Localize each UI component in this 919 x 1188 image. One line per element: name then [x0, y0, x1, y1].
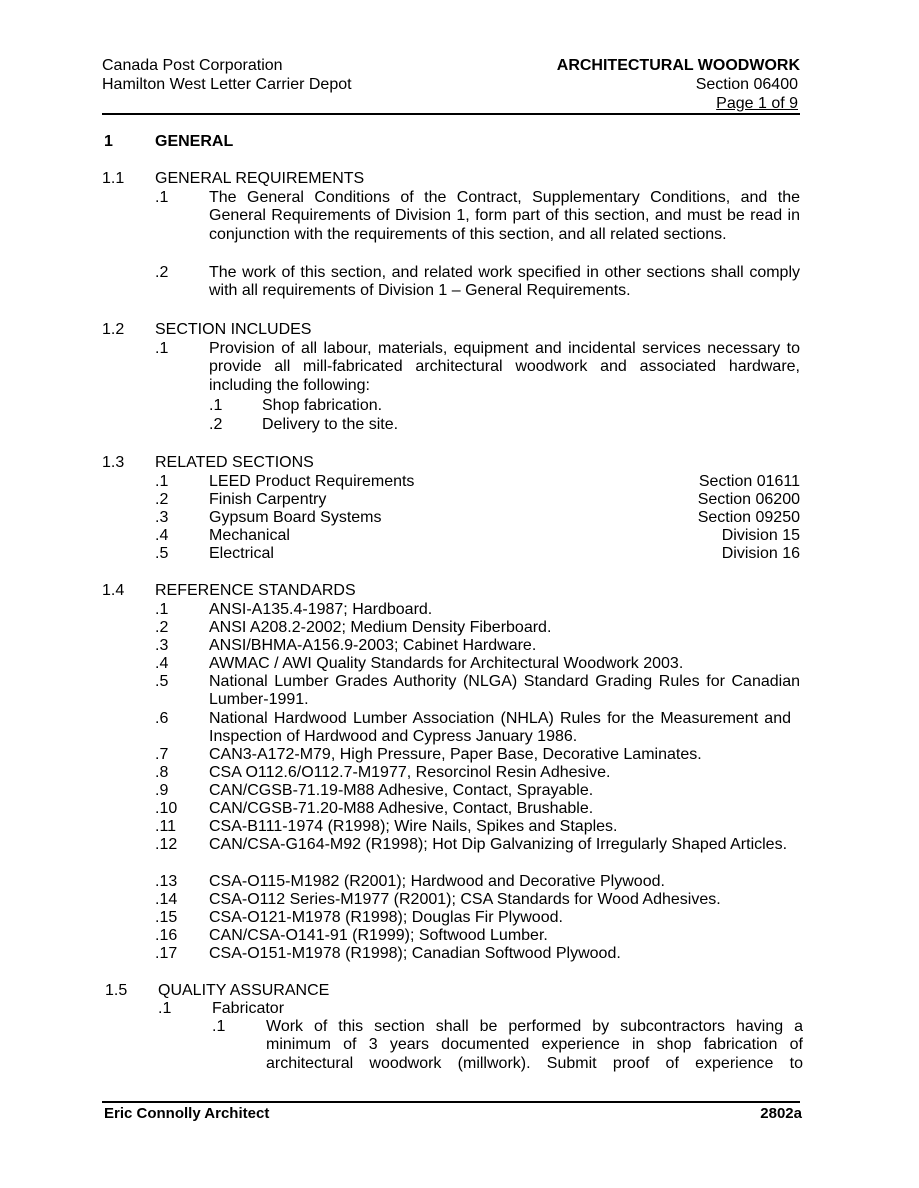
- paragraph: Provision of all labour, materials, equipment and incidental services necessary to provide all mill-fabricated architectural woodwork and associated hardware, including the following:: [209, 340, 800, 394]
- item-number: .1: [155, 473, 169, 490]
- section-1-3-title: RELATED SECTIONS: [155, 454, 314, 471]
- paragraph: The General Conditions of the Contract, Supplementary Conditions, and the General Requirements of Division 1, form part of this section, and must be read in conjunction with the requirements of this section, and all related sections.: [209, 189, 800, 243]
- subitem-number: .1: [212, 1018, 226, 1035]
- item-number: .6: [155, 710, 169, 727]
- item-number: .1: [155, 601, 169, 618]
- reference-standard: National Lumber Grades Authority (NLGA) Standard Grading Rules for Canadian Lumber-1991.: [209, 673, 800, 709]
- item-number: .12: [155, 836, 178, 853]
- reference-standard: National Hardwood Lumber Association (NHLA) Rules for the Measurement and Inspection of Hardwood and Cypress January 1986.: [209, 710, 791, 746]
- related-section-ref: Section 06200: [697, 491, 800, 508]
- related-section-name: Mechanical: [209, 527, 290, 544]
- section-1-2-number: 1.2: [102, 321, 125, 338]
- item-number: .8: [155, 764, 169, 781]
- subitem-number: .2: [209, 416, 223, 433]
- section-1-1-title: GENERAL REQUIREMENTS: [155, 170, 365, 187]
- section-1-1-number: 1.1: [102, 170, 125, 187]
- reference-standard: CSA-O115-M1982 (R2001); Hardwood and Decorative Plywood.: [209, 873, 665, 890]
- related-section-ref: Section 01611: [698, 473, 800, 490]
- section-1-4-title: REFERENCE STANDARDS: [155, 582, 356, 599]
- header-project: Hamilton West Letter Carrier Depot: [102, 76, 352, 93]
- related-section-ref: Division 15: [721, 527, 800, 544]
- item-number: .14: [155, 891, 178, 908]
- reference-standard: CAN3-A172-M79, High Pressure, Paper Base, Decorative Laminates.: [209, 746, 702, 763]
- item-number: .13: [155, 873, 178, 890]
- reference-standard: ANSI/BHMA-A156.9-2003; Cabinet Hardware.: [209, 637, 537, 654]
- related-section-name: LEED Product Requirements: [209, 473, 415, 490]
- footer-rule: [102, 1101, 800, 1103]
- section-1-2-title: SECTION INCLUDES: [155, 321, 312, 338]
- item-number: .3: [155, 637, 169, 654]
- item-number: .16: [155, 927, 178, 944]
- item-number: .5: [155, 545, 169, 562]
- section-1-5-number: 1.5: [105, 982, 128, 999]
- item-number: .7: [155, 746, 169, 763]
- reference-standard: CSA-O151-M1978 (R1998); Canadian Softwood Plywood.: [209, 945, 621, 962]
- reference-standard: CAN/CSA-O141-91 (R1999); Softwood Lumber.: [209, 927, 548, 944]
- item-number: .17: [155, 945, 178, 962]
- part-title: GENERAL: [155, 133, 234, 150]
- subitem-text: Delivery to the site.: [262, 416, 399, 433]
- section-1-4-number: 1.4: [102, 582, 125, 599]
- item-number: .2: [155, 619, 169, 636]
- item-number: .9: [155, 782, 169, 799]
- item-number: .1: [158, 1000, 172, 1017]
- header-company: Canada Post Corporation: [102, 57, 283, 74]
- section-1-5-title: QUALITY ASSURANCE: [158, 982, 330, 999]
- item-number: .11: [155, 818, 177, 835]
- reference-standard: CSA-B111-1974 (R1998); Wire Nails, Spikes and Staples.: [209, 818, 618, 835]
- item-text: Fabricator: [212, 1000, 285, 1017]
- related-section-ref: Section 09250: [697, 509, 800, 526]
- reference-standard: AWMAC / AWI Quality Standards for Architectural Woodwork 2003.: [209, 655, 684, 672]
- reference-standard: CSA-O121-M1978 (R1998); Douglas Fir Plywood.: [209, 909, 563, 926]
- part-number: 1: [104, 133, 113, 150]
- paragraph: The work of this section, and related work specified in other sections shall comply with all requirements of Division 1 – General Requirements.: [209, 264, 800, 300]
- item-number: .2: [155, 264, 169, 281]
- header-section: Section 06400: [695, 76, 798, 93]
- footer-project-number: 2802a: [760, 1105, 802, 1122]
- subitem-text: Shop fabrication.: [262, 397, 383, 414]
- paragraph: Work of this section shall be performed by subcontractors having a minimum of 3 years documented experience in shop fabrication of architectural woodwork (millwork). Submit proof of experience to: [266, 1018, 803, 1072]
- item-number: .5: [155, 673, 169, 690]
- related-section-name: Finish Carpentry: [209, 491, 327, 508]
- header-rule: [102, 113, 800, 115]
- reference-standard: CSA O112.6/O112.7-M1977, Resorcinol Resin Adhesive.: [209, 764, 611, 781]
- item-number: .1: [155, 340, 169, 357]
- item-number: .15: [155, 909, 178, 926]
- related-section-ref: Division 16: [721, 545, 800, 562]
- reference-standard: CSA-O112 Series-M1977 (R2001); CSA Standards for Wood Adhesives.: [209, 891, 721, 908]
- section-1-3-number: 1.3: [102, 454, 125, 471]
- footer-architect: Eric Connolly Architect: [104, 1105, 270, 1122]
- item-number: .2: [155, 491, 169, 508]
- item-number: .3: [155, 509, 169, 526]
- reference-standard: ANSI A208.2-2002; Medium Density Fiberboard.: [209, 619, 552, 636]
- item-number: .4: [155, 527, 169, 544]
- related-section-name: Gypsum Board Systems: [209, 509, 382, 526]
- reference-standard: ANSI-A135.4-1987; Hardboard.: [209, 601, 433, 618]
- reference-standard: CAN/CGSB-71.20-M88 Adhesive, Contact, Brushable.: [209, 800, 594, 817]
- item-number: .10: [155, 800, 178, 817]
- reference-standard: CAN/CGSB-71.19-M88 Adhesive, Contact, Sprayable.: [209, 782, 594, 799]
- item-number: .4: [155, 655, 169, 672]
- subitem-number: .1: [209, 397, 223, 414]
- header-title: ARCHITECTURAL WOODWORK: [556, 57, 800, 74]
- related-section-name: Electrical: [209, 545, 274, 562]
- reference-standard: CAN/CSA-G164-M92 (R1998); Hot Dip Galvanizing of Irregularly Shaped Articles.: [209, 836, 788, 853]
- item-number: .1: [155, 189, 169, 206]
- header-page: Page 1 of 9: [716, 95, 798, 112]
